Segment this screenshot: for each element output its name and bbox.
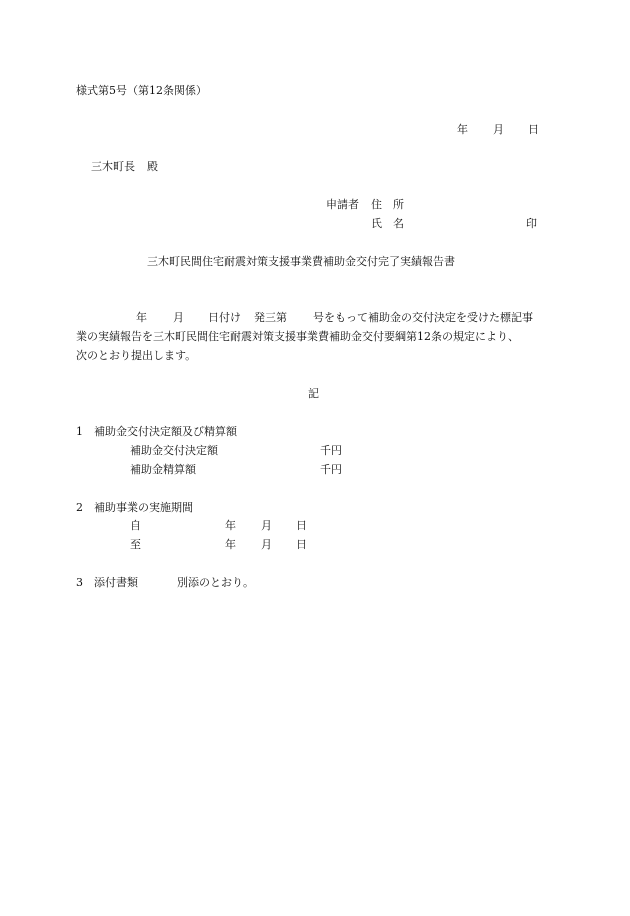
applicant-name-label: 氏 名 <box>371 217 404 230</box>
period-year-label: 年 <box>225 538 236 551</box>
ki-mark: 記 <box>308 387 319 400</box>
addressee-name: 三木町長 <box>91 160 135 173</box>
body-line2: 業の実績報告を三木町民間住宅耐震対策支援事業費補助金交付要綱第12条の規定により、 <box>76 330 519 343</box>
section3-heading: 添付書類 <box>94 576 138 589</box>
date-day-label: 日 <box>528 123 539 136</box>
date-month-label: 月 <box>493 123 504 136</box>
section2-number: 2 <box>76 501 83 514</box>
period-day-label: 日 <box>296 519 307 532</box>
period-row-label: 自 <box>130 519 141 532</box>
body-day: 日付け <box>208 311 241 324</box>
form-number: 様式第5号（第12条関係） <box>76 84 207 97</box>
date-year-label: 年 <box>457 123 468 136</box>
period-day-label: 日 <box>296 538 307 551</box>
body-issue-number: 発三第 <box>254 311 287 324</box>
addressee-honorific: 殿 <box>147 160 158 173</box>
section2-heading: 補助事業の実施期間 <box>94 501 193 514</box>
body-year: 年 <box>136 311 147 324</box>
body-line1-rest: 号をもって補助金の交付決定を受けた標記事 <box>313 311 533 324</box>
seal-mark: 印 <box>526 217 537 230</box>
section1-item-unit: 千円 <box>320 463 342 476</box>
period-row-label: 至 <box>130 538 141 551</box>
period-month-label: 月 <box>261 519 272 532</box>
period-month-label: 月 <box>261 538 272 551</box>
body-line3: 次のとおり提出します。 <box>76 349 197 362</box>
section1-heading: 補助金交付決定額及び精算額 <box>94 425 237 438</box>
document-title: 三木町民間住宅耐震対策支援事業費補助金交付完了実績報告書 <box>147 255 455 268</box>
section3-number: 3 <box>76 576 83 589</box>
applicant-role: 申請者 <box>326 198 359 211</box>
section1-number: 1 <box>76 425 83 438</box>
section1-item-unit: 千円 <box>320 444 342 457</box>
section3-value: 別添のとおり。 <box>177 576 254 589</box>
period-year-label: 年 <box>225 519 236 532</box>
body-month: 月 <box>173 311 184 324</box>
section1-item-label: 補助金交付決定額 <box>130 444 218 457</box>
applicant-address-label: 住 所 <box>371 198 404 211</box>
section1-item-label: 補助金精算額 <box>130 463 196 476</box>
